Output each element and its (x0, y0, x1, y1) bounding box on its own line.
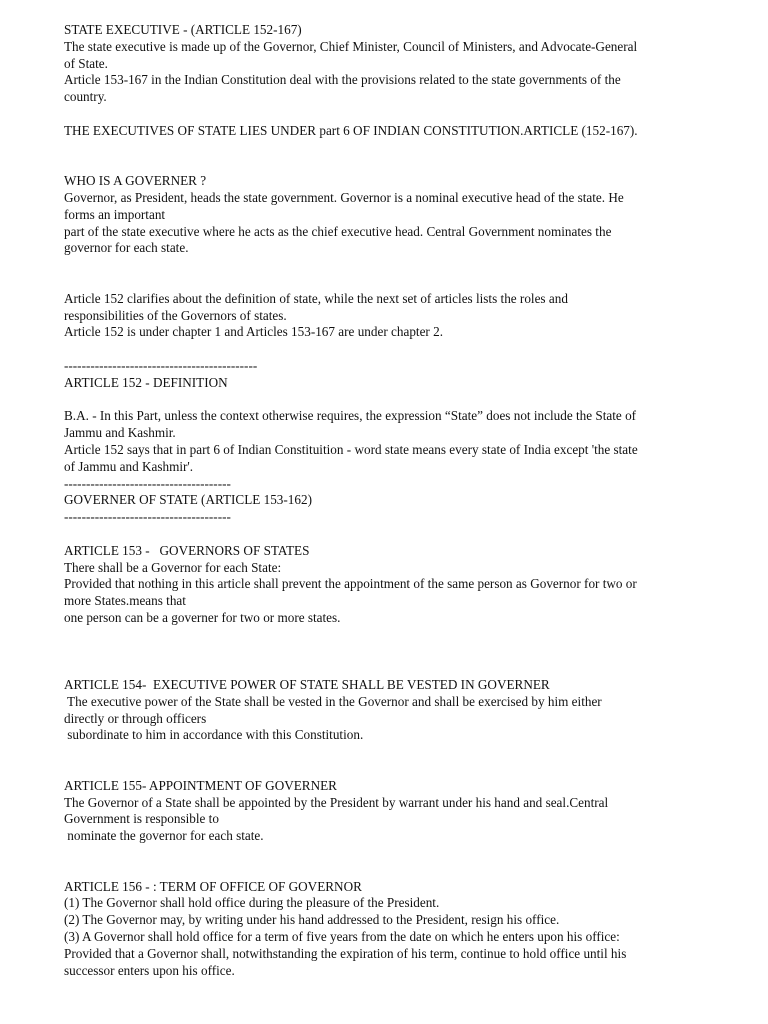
text-line: part of the state executive where he acts as the chief executive head. Central Government nominates the (64, 223, 612, 239)
text-line: Provided that nothing in this article shall prevent the appointment of the same person as Governor for two or (64, 576, 637, 592)
text-line: Government is responsible to (64, 811, 219, 827)
text-line: forms an important (64, 206, 166, 222)
text-line: B.A. - In this Part, unless the context otherwise requires, the expression “State” does not include the State of (64, 408, 637, 424)
text-line: responsibilities of the Governors of states. (64, 307, 287, 323)
blank-line (64, 744, 754, 761)
blank-line (64, 392, 754, 409)
text-line: of State. (64, 55, 108, 71)
blank-line (64, 845, 754, 862)
blank-line (64, 257, 754, 274)
text-line: Article 153-167 in the Indian Constitution deal with the provisions related to the state governments of the (64, 72, 621, 88)
section-heading: ARTICLE 156 - : TERM OF OFFICE OF GOVERNOR (64, 878, 362, 894)
section-heading: GOVERNER OF STATE (ARTICLE 153-162) (64, 492, 312, 508)
text-line: Article 152 is under chapter 1 and Articles 153-167 are under chapter 2. (64, 324, 444, 340)
text-line: subordinate to him in accordance with this Constitution. (64, 727, 364, 743)
text-line: The state executive is made up of the Governor, Chief Minister, Council of Ministers, and Advocate-General (64, 38, 638, 54)
text-line: Article 152 clarifies about the definition of state, while the next set of articles lists the roles and (64, 290, 568, 306)
text-line: country. (64, 89, 107, 105)
document-page (64, 22, 754, 979)
text-line: nominate the governor for each state. (64, 828, 264, 844)
separator-line: -------------------------------------- (64, 509, 231, 525)
text-line: THE EXECUTIVES OF STATE LIES UNDER part 6 OF INDIAN CONSTITUTION.ARTICLE (152-167). (64, 122, 638, 138)
section-heading: STATE EXECUTIVE - (ARTICLE 152-167) (64, 22, 302, 37)
blank-line (64, 526, 754, 543)
text-line: Provided that a Governor shall, notwithstanding the expiration of his term, continue to hold office until his (64, 945, 627, 961)
blank-line (64, 274, 754, 291)
text-line: There shall be a Governor for each State: (64, 559, 282, 575)
text-line: more States.means that (64, 593, 186, 609)
blank-line (64, 140, 754, 157)
section-heading: WHO IS A GOVERNER ? (64, 173, 207, 189)
section-heading: ARTICLE 153 - GOVERNORS OF STATES (64, 542, 310, 558)
text-line: Article 152 says that in part 6 of Indian Constituition - word state means every state of India except 'the state (64, 441, 638, 457)
blank-line (64, 106, 754, 123)
separator-line: -------------------------------------------- (64, 357, 258, 373)
separator-line: -------------------------------------- (64, 475, 231, 491)
text-line: one person can be a governer for two or more states. (64, 609, 341, 625)
text-line: (1) The Governor shall hold office during the pleasure of the President. (64, 895, 440, 911)
text-line: successor enters upon his office. (64, 962, 235, 978)
blank-line (64, 862, 754, 879)
text-line: (3) A Governor shall hold office for a term of five years from the date on which he enters upon his office: (64, 929, 620, 945)
blank-line (64, 643, 754, 660)
section-heading: ARTICLE 152 - DEFINITION (64, 374, 228, 390)
blank-line (64, 761, 754, 778)
text-line: (2) The Governor may, by writing under his hand addressed to the President, resign his office. (64, 912, 560, 928)
blank-line (64, 660, 754, 677)
text-line: governor for each state. (64, 240, 189, 256)
text-line: Jammu and Kashmir. (64, 425, 176, 441)
blank-line (64, 156, 754, 173)
blank-line (64, 341, 754, 358)
text-line: of Jammu and Kashmir'. (64, 458, 194, 474)
blank-line (64, 627, 754, 644)
text-line: The Governor of a State shall be appointed by the President by warrant under his hand and seal.Central (64, 794, 609, 810)
text-line: Governor, as President, heads the state government. Governor is a nominal executive head of the state. He (64, 189, 624, 205)
section-heading: ARTICLE 155- APPOINTMENT OF GOVERNER (64, 777, 337, 793)
section-heading: ARTICLE 154- EXECUTIVE POWER OF STATE SHALL BE VESTED IN GOVERNER (64, 677, 550, 693)
text-line: The executive power of the State shall be vested in the Governor and shall be exercised by him either (64, 693, 602, 709)
text-line: directly or through officers (64, 710, 207, 726)
